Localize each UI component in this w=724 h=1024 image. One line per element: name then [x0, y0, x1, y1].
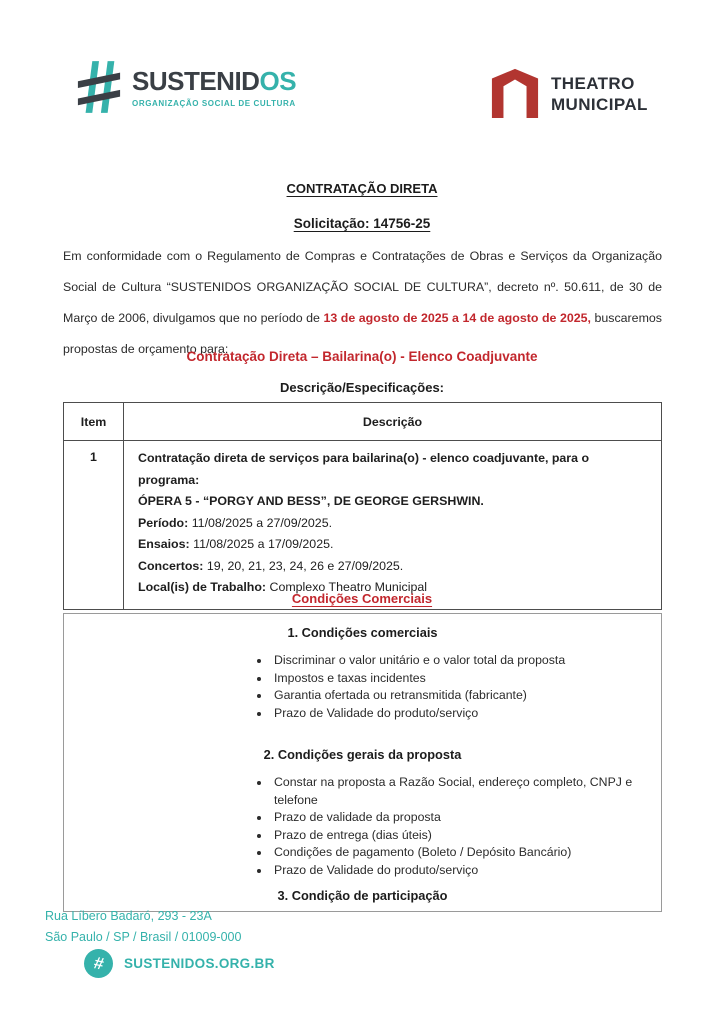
- theatro-municipal-logo: [490, 66, 648, 123]
- sustenidos-wordmark: SUSTENIDOS: [132, 66, 297, 96]
- field-periodo: Período: 11/08/2025 a 27/09/2025.: [138, 515, 333, 530]
- field-local-trabalho: Local(is) de Trabalho: Complexo Theatro Municipal: [138, 580, 427, 594]
- document-title: CONTRATAÇÃO DIRETA: [286, 181, 438, 196]
- spec-table: [63, 402, 662, 610]
- sustenidos-logo: [76, 58, 296, 121]
- condition-section-1-bullets: [64, 652, 647, 722]
- period-highlight: 13 de agosto de 2025 a 14 de agosto de 2025,: [323, 311, 591, 325]
- theatro-arch-icon: [490, 66, 540, 123]
- intro-text-after: buscaremos propostas de orçamento para:: [63, 311, 662, 356]
- sustenidos-tagline: ORGANIZAÇÃO SOCIAL DE CULTURA: [132, 99, 296, 108]
- hash-circle-icon: #: [84, 949, 113, 978]
- subject-heading: Contratação Direta – Bailarina(o) - Elenco Coadjuvante: [186, 349, 538, 364]
- bullet-item: • Condições de pagamento (Boleto / Depósito Bancário): [271, 844, 647, 862]
- field-concertos: Concertos: 19, 20, 21, 23, 24, 26 e 27/09/2025.: [138, 558, 404, 573]
- intro-text-before: Em conformidade com o Regulamento de Compras e Contratações de Obras e Serviços da Organização Social de Cultura “SUSTENIDOS ORGANIZAÇÃO SOCIAL DE CULTURA”, decreto nº. 50.611, de 30 de Março de 2006, divulgamos que no período de: [63, 249, 662, 325]
- bullet-item: • Impostos e taxas incidentes: [271, 670, 647, 688]
- condition-section-3-title: 3. Condição de participação: [277, 888, 448, 903]
- conditions-heading: Condições Comerciais: [291, 591, 433, 606]
- address-line-1: Rua Líbero Badaró, 293 - 23A: [45, 909, 212, 923]
- desc-intro-line1: Contratação direta de serviços para bailarina(o) - elenco coadjuvante, para o programa:: [138, 451, 590, 487]
- footer-brand: [84, 949, 275, 978]
- desc-cell: [124, 441, 662, 610]
- website-text: SUSTENIDOS.ORG.BR: [124, 956, 275, 971]
- hash-icon: [76, 58, 122, 121]
- table-header-desc: Descrição: [124, 403, 662, 441]
- bullet-item: • Constar na proposta a Razão Social, endereço completo, CNPJ e telefone: [271, 774, 647, 809]
- spec-heading: Descrição/Especificações:: [279, 380, 445, 395]
- theatro-wordmark: THEATRO MUNICIPAL: [551, 74, 648, 114]
- solicitation-number: Solicitação: 14756-25: [293, 216, 431, 231]
- condition-section-2-title: 2. Condições gerais da proposta: [263, 747, 462, 762]
- table-header-row: [64, 403, 662, 441]
- bullet-item: • Prazo de Validade do produto/serviço: [271, 862, 647, 880]
- intro-paragraph: [63, 241, 662, 365]
- bullet-item: • Discriminar o valor unitário e o valor total da proposta: [271, 652, 647, 670]
- conditions-box: [63, 613, 662, 912]
- bullet-item: • Prazo de validade da proposta: [271, 809, 647, 827]
- bullet-item: • Garantia ofertada ou retransmitida (fabricante): [271, 687, 647, 705]
- item-cell: 1: [64, 441, 124, 610]
- bullet-item: • Prazo de entrega (dias úteis): [271, 827, 647, 845]
- title-block: [0, 181, 724, 231]
- condition-section-2-bullets: [64, 774, 647, 879]
- field-ensaios: Ensaios: 11/08/2025 a 17/09/2025.: [138, 537, 334, 551]
- table-row: [64, 441, 662, 610]
- desc-intro-line2: ÓPERA 5 - “PORGY AND BESS”, DE GEORGE GERSHWIN.: [138, 494, 484, 508]
- table-header-item: Item: [64, 403, 124, 441]
- address-line-2: São Paulo / SP / Brasil / 01009-000: [45, 930, 242, 944]
- footer-address: [45, 906, 241, 948]
- bullet-item: • Prazo de Validade do produto/serviço: [271, 705, 647, 723]
- condition-section-1-title: 1. Condições comerciais: [287, 625, 438, 640]
